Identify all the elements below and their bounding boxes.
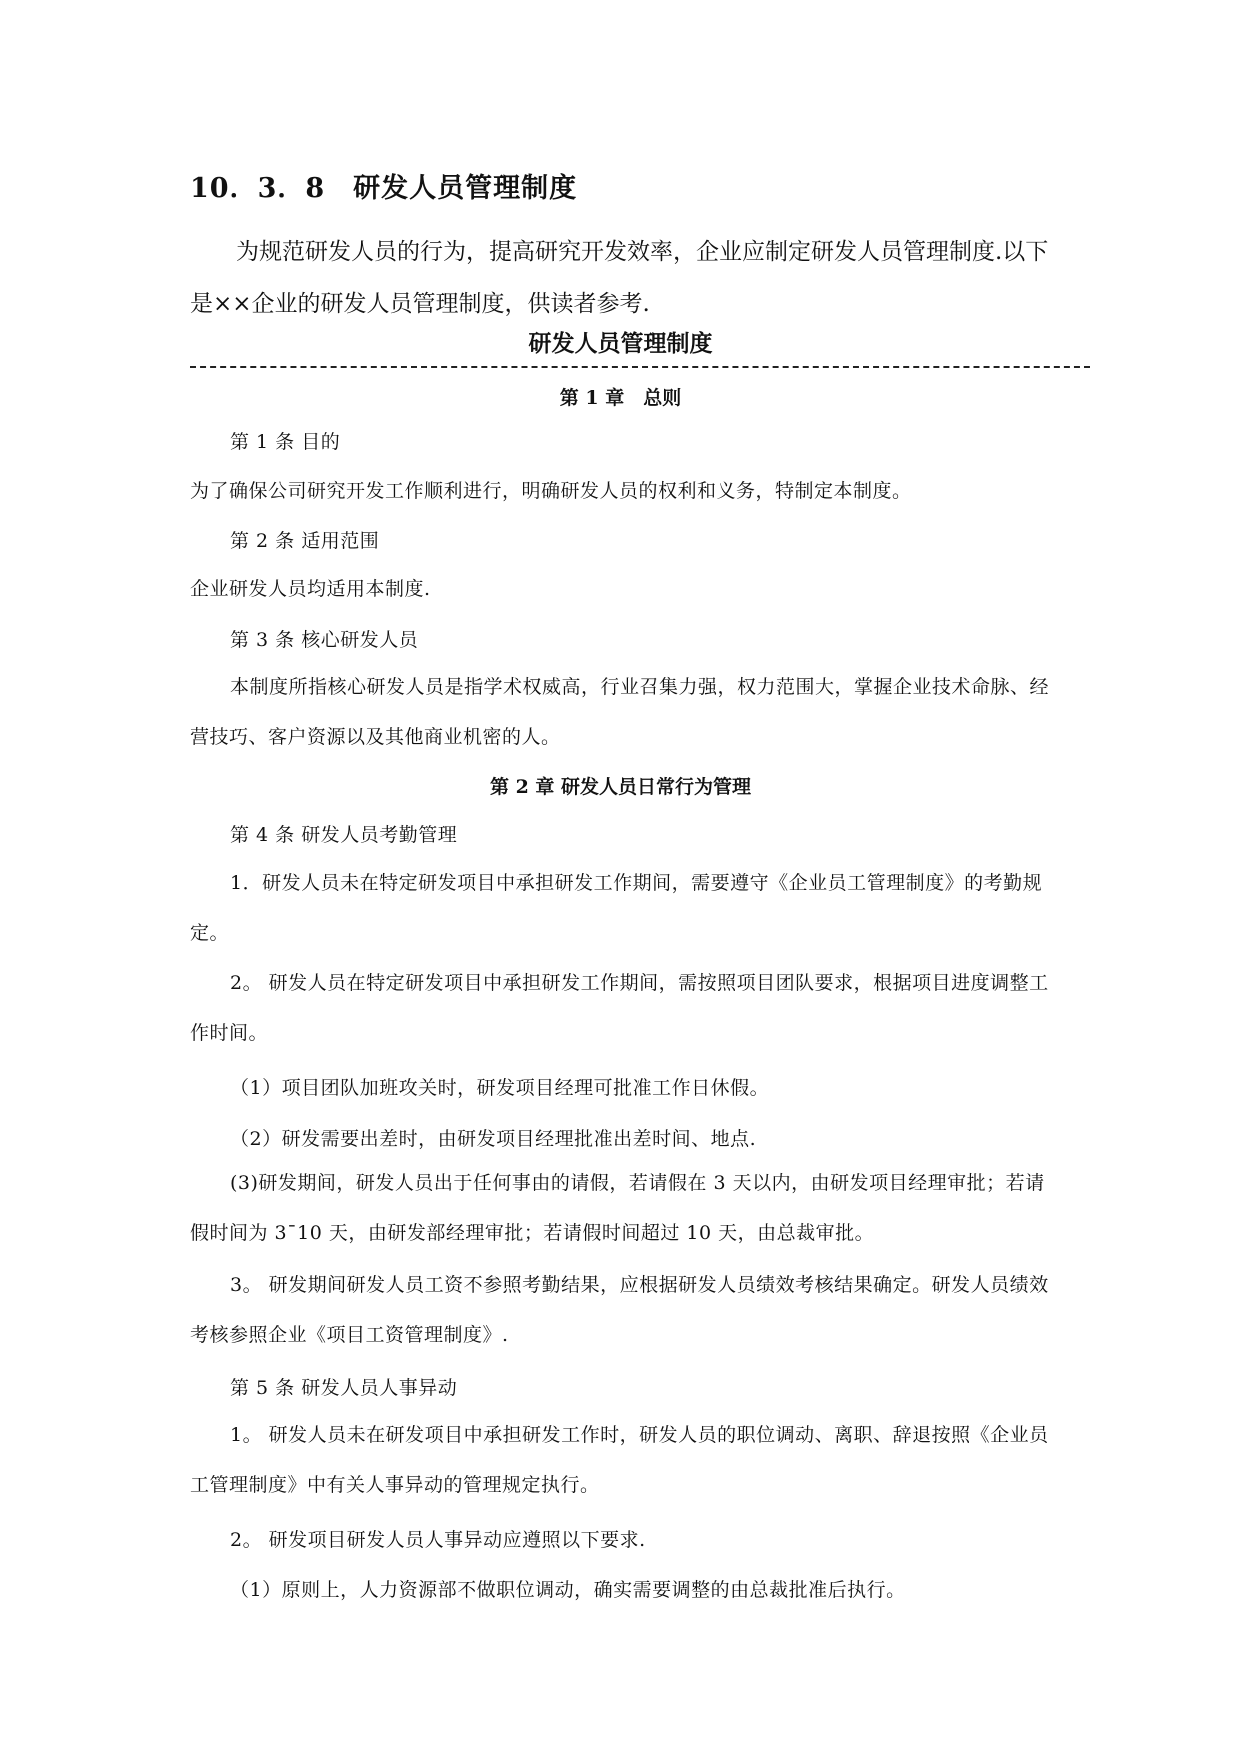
article-3-text: 本制度所指核心研发人员是指学术权威高，行业召集力强，权力范围大，掌握企业技术命脉、经营技巧、客户资源以及其他商业机密的人。 [190,676,1050,748]
chapter-1-title: 第 1 章 总则 [559,387,682,409]
article-4-sub-3: (3)研发期间，研发人员出于任何事由的请假，若请假在 3 天以内，由研发项目经理审批；若请假时间为 3¯10 天，由研发部经理审批；若请假时间超过 10 天，由总裁审批。 [190,1172,1045,1244]
article-2-title: 第 2 条 适用范围 [230,530,380,552]
dashed-divider [190,366,1090,368]
article-2-text: 企业研发人员均适用本制度. [190,578,431,600]
section-title: 10．3．8 研发人员管理制度 [190,173,578,204]
intro-paragraph: 为规范研发人员的行为，提高研究开发效率，企业应制定研发人员管理制度.以下是××企业的研发人员管理制度，供读者参考. [190,239,1049,317]
article-4-title: 第 4 条 研发人员考勤管理 [230,824,458,846]
article-1-title: 第 1 条 目的 [230,431,341,453]
article-5-sub-1: （1）原则上，人力资源部不做职位调动，确实需要调整的由总裁批准后执行。 [230,1579,906,1601]
article-5-title: 第 5 条 研发人员人事异动 [230,1377,458,1399]
document-title: 研发人员管理制度 [528,330,713,357]
article-3-title: 第 3 条 核心研发人员 [230,629,419,651]
article-5-item-2: 2。 研发项目研发人员人事异动应遵照以下要求. [230,1529,646,1551]
article-4-item-3: 3。 研发期间研发人员工资不参照考勤结果，应根据研发人员绩效考核结果确定。研发人员绩效考核参照企业《项目工资管理制度》. [190,1274,1049,1346]
chapter-2-title: 第 2 章 研发人员日常行为管理 [489,776,752,798]
article-4-item-1: 1．研发人员未在特定研发项目中承担研发工作期间，需要遵守《企业员工管理制度》的考勤规定。 [190,872,1043,944]
article-1-text: 为了确保公司研究开发工作顺利进行，明确研发人员的权利和义务，特制定本制度。 [190,480,912,502]
article-5-item-1: 1。 研发人员未在研发项目中承担研发工作时，研发人员的职位调动、离职、辞退按照《企业员工管理制度》中有关人事异动的管理规定执行。 [190,1424,1049,1496]
article-4-sub-1: （1）项目团队加班攻关时，研发项目经理可批准工作日休假。 [230,1077,770,1099]
article-4-sub-2: （2）研发需要出差时，由研发项目经理批准出差时间、地点. [230,1128,757,1150]
article-4-item-2: 2。 研发人员在特定研发项目中承担研发工作期间，需按照项目团队要求，根据项目进度调整工作时间。 [190,972,1049,1044]
